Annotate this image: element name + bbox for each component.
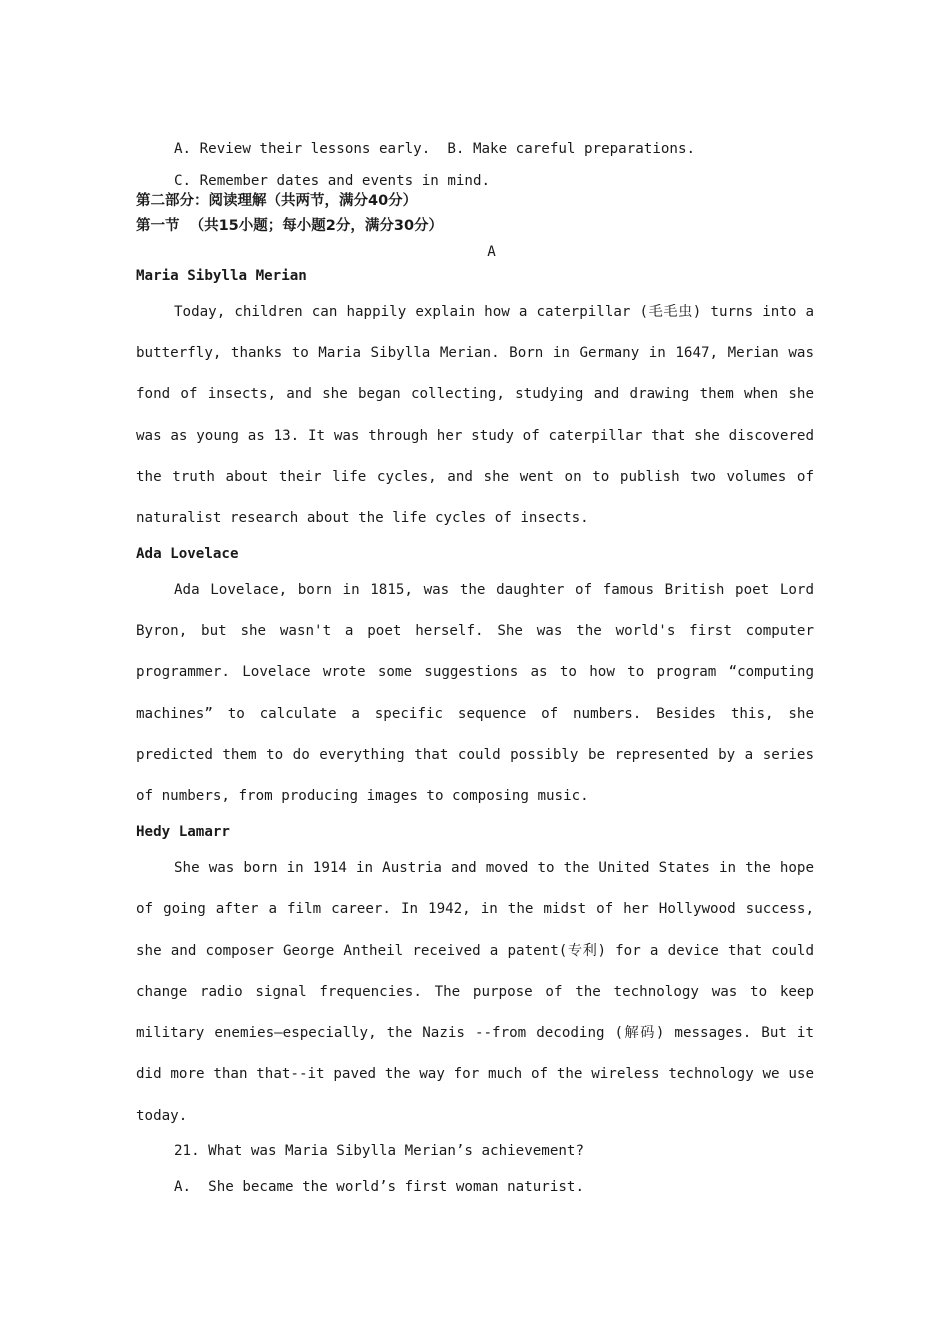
paragraph-line: Ada Lovelace, born in 1815, was the daughter of famous British poet Lord — [174, 582, 814, 598]
paragraph-line: of going after a film career. In 1942, in the midst of her Hollywood success, — [136, 901, 814, 917]
paragraph-line: Today, children can happily explain how a caterpillar (毛毛虫) turns into a — [174, 304, 814, 320]
merian-title: Maria Sibylla Merian — [136, 268, 307, 284]
paragraph-line: butterfly, thanks to Maria Sibylla Merian. Born in Germany in 1647, Merian was — [136, 345, 814, 361]
paragraph-line: machines” to calculate a specific sequence of numbers. Besides this, she — [136, 706, 814, 722]
paragraph-line: of numbers, from producing images to composing music. — [136, 788, 589, 804]
passage-label: A — [487, 244, 496, 260]
paragraph-line: Byron, but she wasn't a poet herself. She was the world's first computer — [136, 623, 814, 639]
paragraph-line: naturalist research about the life cycles of insects. — [136, 510, 589, 526]
prev-option-line-2: C. Remember dates and events in mind. — [174, 173, 491, 189]
paragraph-line: programmer. Lovelace wrote some suggestions as to how to program “computing — [136, 664, 814, 680]
paragraph-line: fond of insects, and she began collecting, studying and drawing them when she — [136, 386, 814, 402]
lamarr-title: Hedy Lamarr — [136, 824, 230, 840]
prev-option-line-1: A. Review their lessons early. B. Make careful preparations. — [174, 141, 696, 157]
section-subtitle: 第一节 （共15小题；每小题2分，满分30分） — [136, 218, 444, 234]
paragraph-line: today. — [136, 1108, 188, 1124]
lovelace-title: Ada Lovelace — [136, 546, 239, 562]
part-title: 第二部分：阅读理解（共两节，满分40分） — [136, 193, 418, 209]
paragraph-line: did more than that--it paved the way for much of the wireless technology we use — [136, 1066, 814, 1082]
paragraph-line: change radio signal frequencies. The purpose of the technology was to keep — [136, 984, 814, 1000]
paragraph-line: She was born in 1914 in Austria and moved to the United States in the hope — [174, 860, 814, 876]
answer-option-a: A. She became the world’s first woman naturist. — [174, 1179, 584, 1195]
paragraph-line: was as young as 13. It was through her study of caterpillar that she discovered — [136, 428, 814, 444]
paragraph-line: military enemies—especially, the Nazis --from decoding (解码) messages. But it — [136, 1025, 814, 1041]
question-stem: 21. What was Maria Sibylla Merian’s achievement? — [174, 1143, 584, 1159]
paragraph-line: she and composer George Antheil received a patent(专利) for a device that could — [136, 943, 814, 959]
paragraph-line: predicted them to do everything that could possibly be represented by a series — [136, 747, 814, 763]
paragraph-line: the truth about their life cycles, and she went on to publish two volumes of — [136, 469, 814, 485]
